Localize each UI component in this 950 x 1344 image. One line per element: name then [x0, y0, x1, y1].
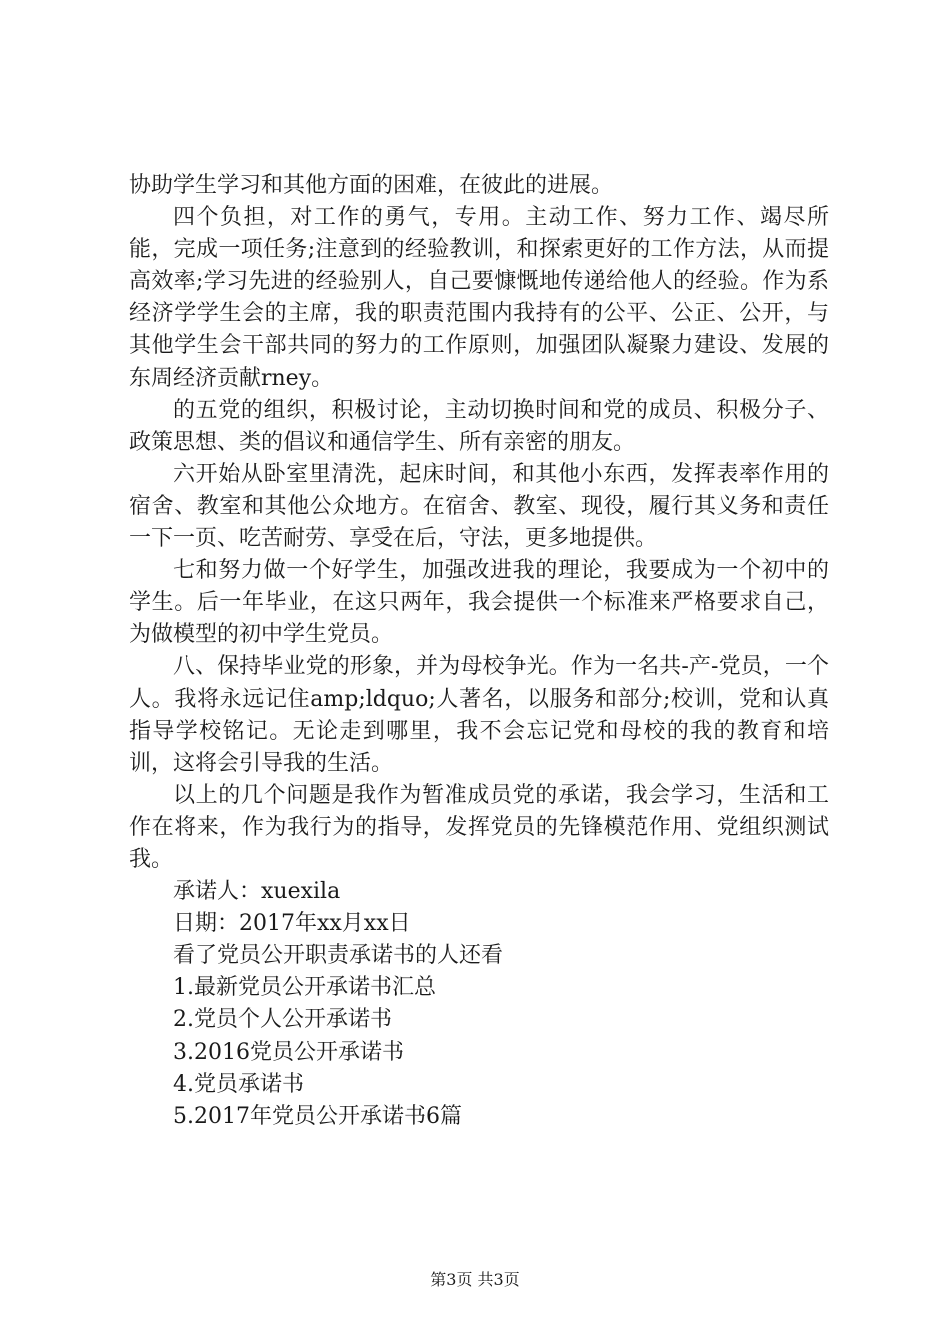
related-item-4: 4.党员承诺书: [173, 1071, 304, 1097]
related-item-2: 2.党员个人公开承诺书: [173, 1007, 392, 1033]
paragraph-1: 协助学生学习和其他方面的困难，在彼此的进展。: [129, 173, 614, 198]
paragraph-3: 的五党的组织，积极讨论，主动切换时间和党的成员、积极分子、政策思想、类的倡议和通信学生、所有亲密的朋友。: [129, 397, 829, 455]
related-item-3: 3.2016党员公开承诺书: [173, 1039, 404, 1065]
paragraph-6: 八、保持毕业党的形象，并为母校争光。作为一名共-产-党员，一个人。我将永远记住amp;ldquo;人著名，以服务和部分;校训，党和认真指导学校铭记。无论走到哪里，我不会忘记党和母校的我的教育和培训，这将会引导我的生活。: [129, 654, 829, 776]
paragraph-7: 以上的几个问题是我作为暂准成员党的承诺，我会学习，生活和工作在将来，作为我行为的指导，发挥党员的先锋模范作用、党组织测试我。: [129, 782, 829, 872]
related-item-1: 1.最新党员公开承诺书汇总: [173, 975, 436, 1001]
paragraph-4: 六开始从卧室里清洗，起床时间，和其他小东西，发挥表率作用的宿舍、教室和其他公众地方。在宿舍、教室、现役，履行其义务和责任一下一页、吃苦耐劳、享受在后，守法，更多地提供。: [129, 461, 829, 552]
related-item-5: 5.2017年党员公开承诺书6篇: [173, 1103, 462, 1129]
document-body: [129, 170, 829, 1133]
page-footer: 第3页 共3页: [430, 1270, 520, 1289]
date-line: 日期：2017年xx月xx日: [173, 911, 411, 937]
signature-line: 承诺人：xuexila: [173, 879, 341, 905]
paragraph-2: 四个负担，对工作的勇气，专用。主动工作、努力工作、竭尽所能，完成一项任务;注意到的经验教训，和探索更好的工作方法，从而提高效率;学习先进的经验别人，自己要慷慨地传递给他人的经验。作为系经济学学生会的主席，我的职责范围内我持有的公平、公正、公开，与其他学生会干部共同的努力的工作原则，加强团队凝聚力建设、发展的东周经济贡献rney。: [129, 205, 829, 391]
related-heading: 看了党员公开职责承诺书的人还看: [173, 943, 504, 969]
paragraph-5: 七和努力做一个好学生，加强改进我的理论，我要成为一个初中的学生。后一年毕业，在这只两年，我会提供一个标准来严格要求自己，为做模型的初中学生党员。: [129, 558, 829, 648]
